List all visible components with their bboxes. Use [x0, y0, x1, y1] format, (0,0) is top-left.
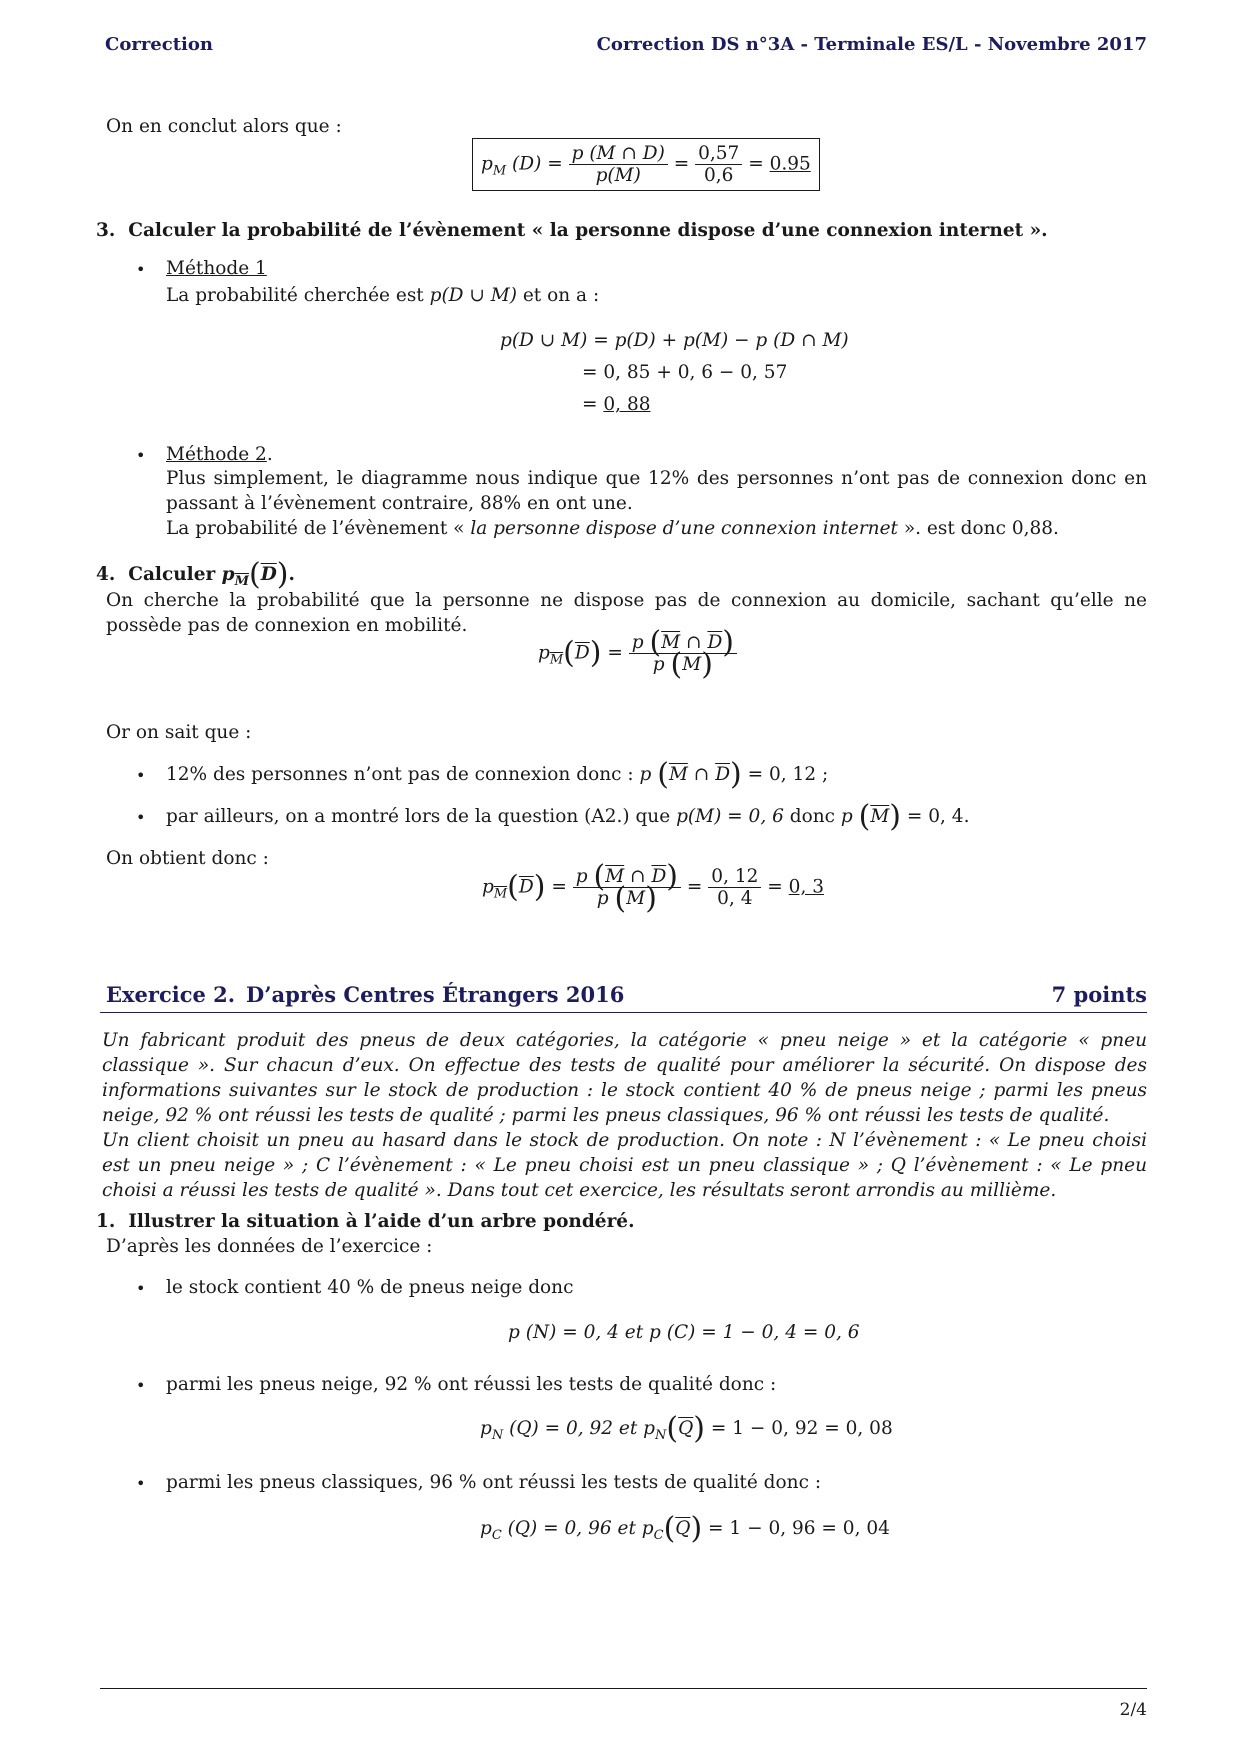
ex2-formula-1: p (N) = 0, 4 et p (C) = 1 − 0, 4 = 0, 6	[508, 1322, 860, 1343]
method2-conclusion: La probabilité de l’évènement « la personne dispose d’une connexion internet ». est donc 0,88.	[166, 518, 1059, 539]
method1-label: Méthode 1	[166, 258, 267, 279]
ex2-bullet-3: parmi les pneus classiques, 96 % ont réussi les tests de qualité donc :	[166, 1472, 822, 1493]
exercise2-label: Exercice 2.	[106, 982, 236, 1007]
bullet-icon: •	[136, 260, 146, 279]
q4-heading: 4. Calculer $p_{\overline{M}}(\overline{D})$.	[96, 557, 295, 592]
ex2-bullet-2: parmi les pneus neige, 92 % ont réussi les tests de qualité donc :	[166, 1374, 777, 1395]
pmd-result: 0.95	[769, 153, 811, 175]
conclusion-text: On en conclut alors que :	[106, 116, 342, 137]
method2-label: Méthode 2.	[166, 444, 273, 465]
union-line-2: = 0, 85 + 0, 6 − 0, 57	[582, 362, 788, 383]
bullet-icon: •	[136, 1474, 146, 1493]
q4-bullet-1: 12% des personnes n’ont pas de connexion donc : p ($\overline{M}$ ∩ $\overline{D}) = 0$, 12 ;	[166, 757, 829, 792]
bullet-icon: •	[136, 808, 146, 827]
exercise2-title: D’après Centres Étrangers 2016	[246, 982, 625, 1007]
ex2-q1-heading: 1. Illustrer la situation à l’aide d’un arbre pondéré.	[96, 1211, 635, 1232]
method2-paragraph: Plus simplement, le diagramme nous indique que 12% des personnes n’ont pas de connexion donc en passant à l’évènement contraire, 88% en ont une.	[166, 468, 1147, 514]
or-text: Or on sait que :	[106, 722, 252, 743]
exercise2-statement-2: Un client choisit un pneu au hasard dans le stock de production. On note : N l’évènement : « Le pneu choisi est un pneu neige » ; C l’évènement : « Le pneu choisi est un pneu classique » ; Q l’évènement : « Le pneu choisi a réussi les tests de qualité ». Dans tout cet exercice, les résultats seront arrondis au millième.	[102, 1130, 1147, 1201]
union-line-3: = 0, 88	[582, 394, 651, 415]
union-line-1: p(D ∪ M) = p(D) + p(M) − p (D ∩ M)	[500, 330, 849, 351]
header-right: Correction DS n°3A - Terminale ES/L - Novembre 2017	[596, 34, 1147, 55]
q3-heading: 3. Calculer la probabilité de l’évènement « la personne dispose d’une connexion internet ».	[96, 220, 1048, 241]
q4-formula: $p_{\overline{M}}(\overline{D})$ = $\frac{p (\overline{M} \cap \overline{D})}{p (\overline{M})}$	[538, 632, 737, 675]
header-left: Correction	[105, 34, 213, 55]
obtain-text: On obtient donc :	[106, 848, 269, 869]
q4-result-formula: $p_{\overline{M}}(\overline{D})$ = $\frac{p (\overline{M} \cap \overline{D})}{p (\overline{M})}$ = $\frac{0, 12}{0, 4}$ = 0, 3	[482, 859, 824, 916]
bullet-icon: •	[136, 446, 146, 465]
bullet-icon: •	[136, 1376, 146, 1395]
exercise2-statement: Un fabricant produit des pneus de deux catégories, la catégorie « pneu neige » et la catégorie « pneu classique ». Sur chacun d’eux. On effectue des tests de qualité pour améliorer la sécurité. On dispose des informations suivantes sur le stock de production : le stock contient 40 % de pneus neige ; parmi les pneus neige, 92 % ont réussi les tests de qualité ; parmi les pneus classiques, 96 % ont réussi les tests de qualité.	[102, 1030, 1147, 1126]
method1-text: La probabilité cherchée est p(D ∪ M) et on a :	[166, 285, 600, 306]
formula-pmd-box: $p_M$ (D) = $\frac{p (M \cap D)}{p(M)}$ = $\frac{0,57}{0,6}$ = 0.95	[472, 138, 820, 191]
exercise2-rule	[100, 1012, 1147, 1013]
bullet-icon: •	[136, 766, 146, 785]
q4-result-value: 0, 3	[788, 876, 824, 898]
ex2-q1-intro: D’après les données de l’exercice :	[106, 1236, 433, 1257]
ex2-formula-2: $p_N$ (Q) = 0, 92 et $p_N(\overline{Q}) = 1 - 0$, 92 = 0, 08	[480, 1411, 893, 1446]
ex2-formula-3: $p_C$ (Q) = 0, 96 et $p_C(\overline{Q}) = 1 - 0$, 96 = 0, 04	[480, 1511, 890, 1546]
q4-intro: On cherche la probabilité que la personne ne dispose pas de connexion au domicile, sachant qu’elle ne possède pas de connexion en mobilité.	[106, 590, 1147, 636]
footer-rule	[100, 1688, 1147, 1689]
bullet-icon: •	[136, 1279, 146, 1298]
page-number: 2/4	[1119, 1700, 1147, 1720]
exercise2-points: 7 points	[1051, 982, 1147, 1007]
ex2-bullet-1: le stock contient 40 % de pneus neige donc	[166, 1277, 574, 1298]
q4-bullet-2: par ailleurs, on a montré lors de la question (A2.) que p(M) = 0, 6 donc p $(\overline{M}) = 0$, 4.	[166, 799, 970, 834]
